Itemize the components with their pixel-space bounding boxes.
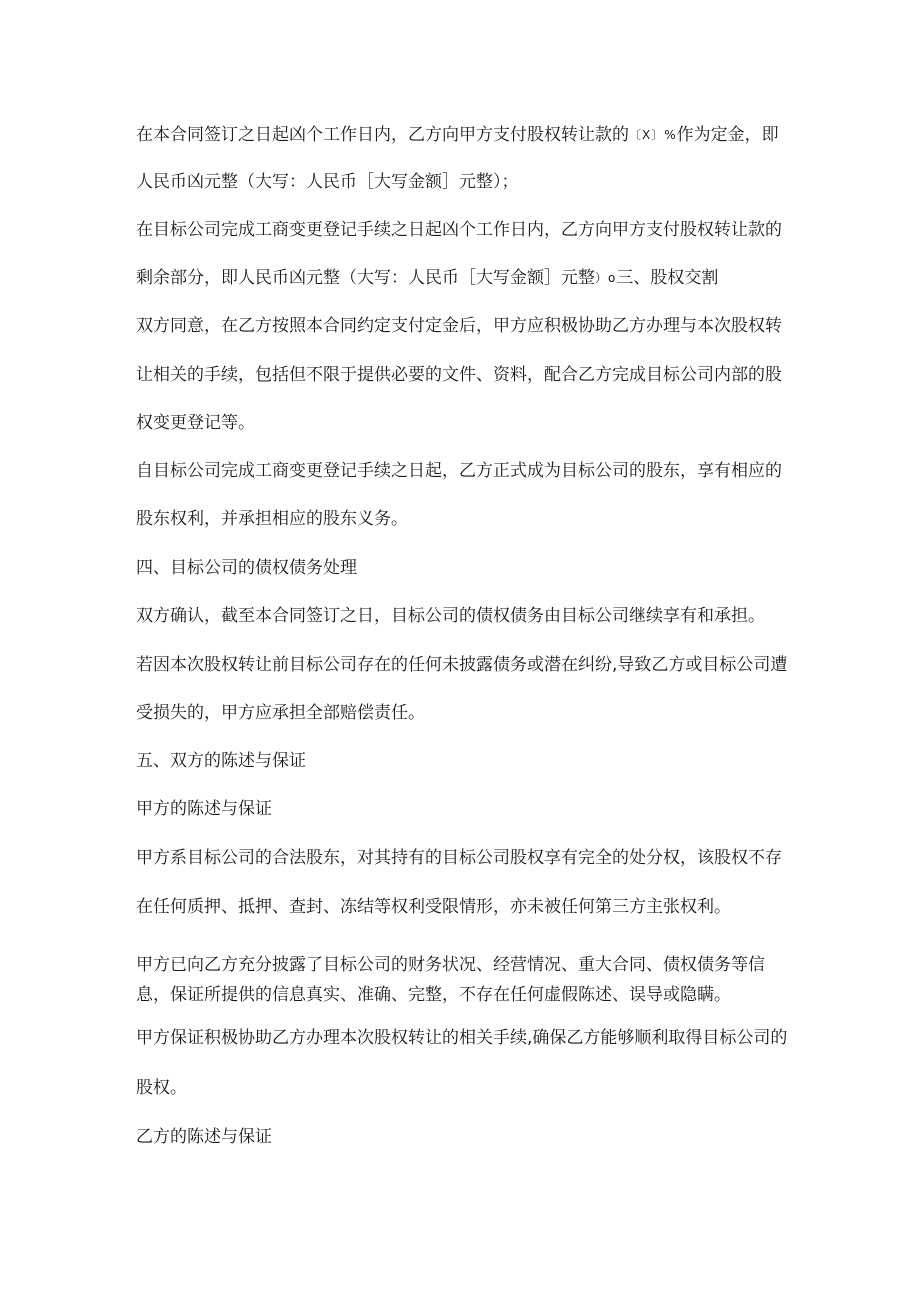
text-segment: 作为定金，即 <box>676 125 779 145</box>
placeholder-symbol: 〔X〕% <box>629 128 677 142</box>
text-line-11: 双方确认，截至本合同签订之日，目标公司的债权债务由目标公司继续享有和承担。 <box>136 606 765 626</box>
text-line-6: 让相关的手续，包括但不限于提供必要的文件、资料，配合乙方完成目标公司内部的股 <box>136 365 782 385</box>
text-line-7: 权变更登记等。 <box>136 413 255 433</box>
text-line-4 <box>136 268 718 288</box>
text-line-1 <box>136 125 779 145</box>
text-line-8: 自目标公司完成工商变更登记手续之日起，乙方正式成为目标公司的股东，享有相应的 <box>136 461 782 481</box>
text-line-17: 在任何质押、抵押、查封、冻结等权利受限情形，亦未被任何第三方主张权利。 <box>136 897 731 917</box>
section-heading-5: 五、双方的陈述与保证 <box>136 751 306 771</box>
text-line-16: 甲方系目标公司的合法股东，对其持有的目标公司股权享有完全的处分权，该股权不存 <box>136 848 782 868</box>
subheading-party-b: 乙方的陈述与保证 <box>136 1127 272 1147</box>
text-line-20: 甲方保证积极协助乙方办理本次股权转让的相关手续,确保乙方能够顺利取得目标公司的 <box>136 1028 788 1048</box>
text-line-19: 息，保证所提供的信息真实、准确、完整，不存在任何虚假陈述、误导或隐瞒。 <box>136 985 731 1005</box>
text-line-18: 甲方已向乙方充分披露了目标公司的财务状况、经营情况、重大合同、债权债务等信 <box>136 955 765 975</box>
text-line-13: 受损失的，甲方应承担全部赔偿责任。 <box>136 703 425 723</box>
text-line-9: 股东权利，并承担相应的股东义务。 <box>136 509 408 529</box>
text-line-5: 双方同意，在乙方按照本合同约定支付定金后，甲方应积极协助乙方办理与本次股权转 <box>136 316 782 336</box>
text-line-3: 在目标公司完成工商变更登记手续之日起凶个工作日内，乙方向甲方支付股权转让款的 <box>136 220 782 240</box>
text-segment: 剩余部分，即人民币凶元整（大写：人民币［大写金额］元整 <box>136 268 595 288</box>
text-line-12: 若因本次股权转让前目标公司存在的任何未披露债务或潜在纠纷,导致乙方或目标公司遭 <box>136 655 788 675</box>
section-heading-inline: 三、股权交割 <box>616 268 719 288</box>
text-line-2: 人民币凶元整（大写：人民币［大写金额］元整）； <box>136 172 519 192</box>
section-heading-4: 四、目标公司的债权债务处理 <box>136 558 357 578</box>
text-segment: 在本合同签订之日起凶个工作日内，乙方向甲方支付股权转让款的 <box>136 125 629 145</box>
ocr-artifact: ）o <box>595 271 617 285</box>
subheading-party-a: 甲方的陈述与保证 <box>136 799 272 819</box>
text-line-21: 股权。 <box>136 1078 187 1098</box>
